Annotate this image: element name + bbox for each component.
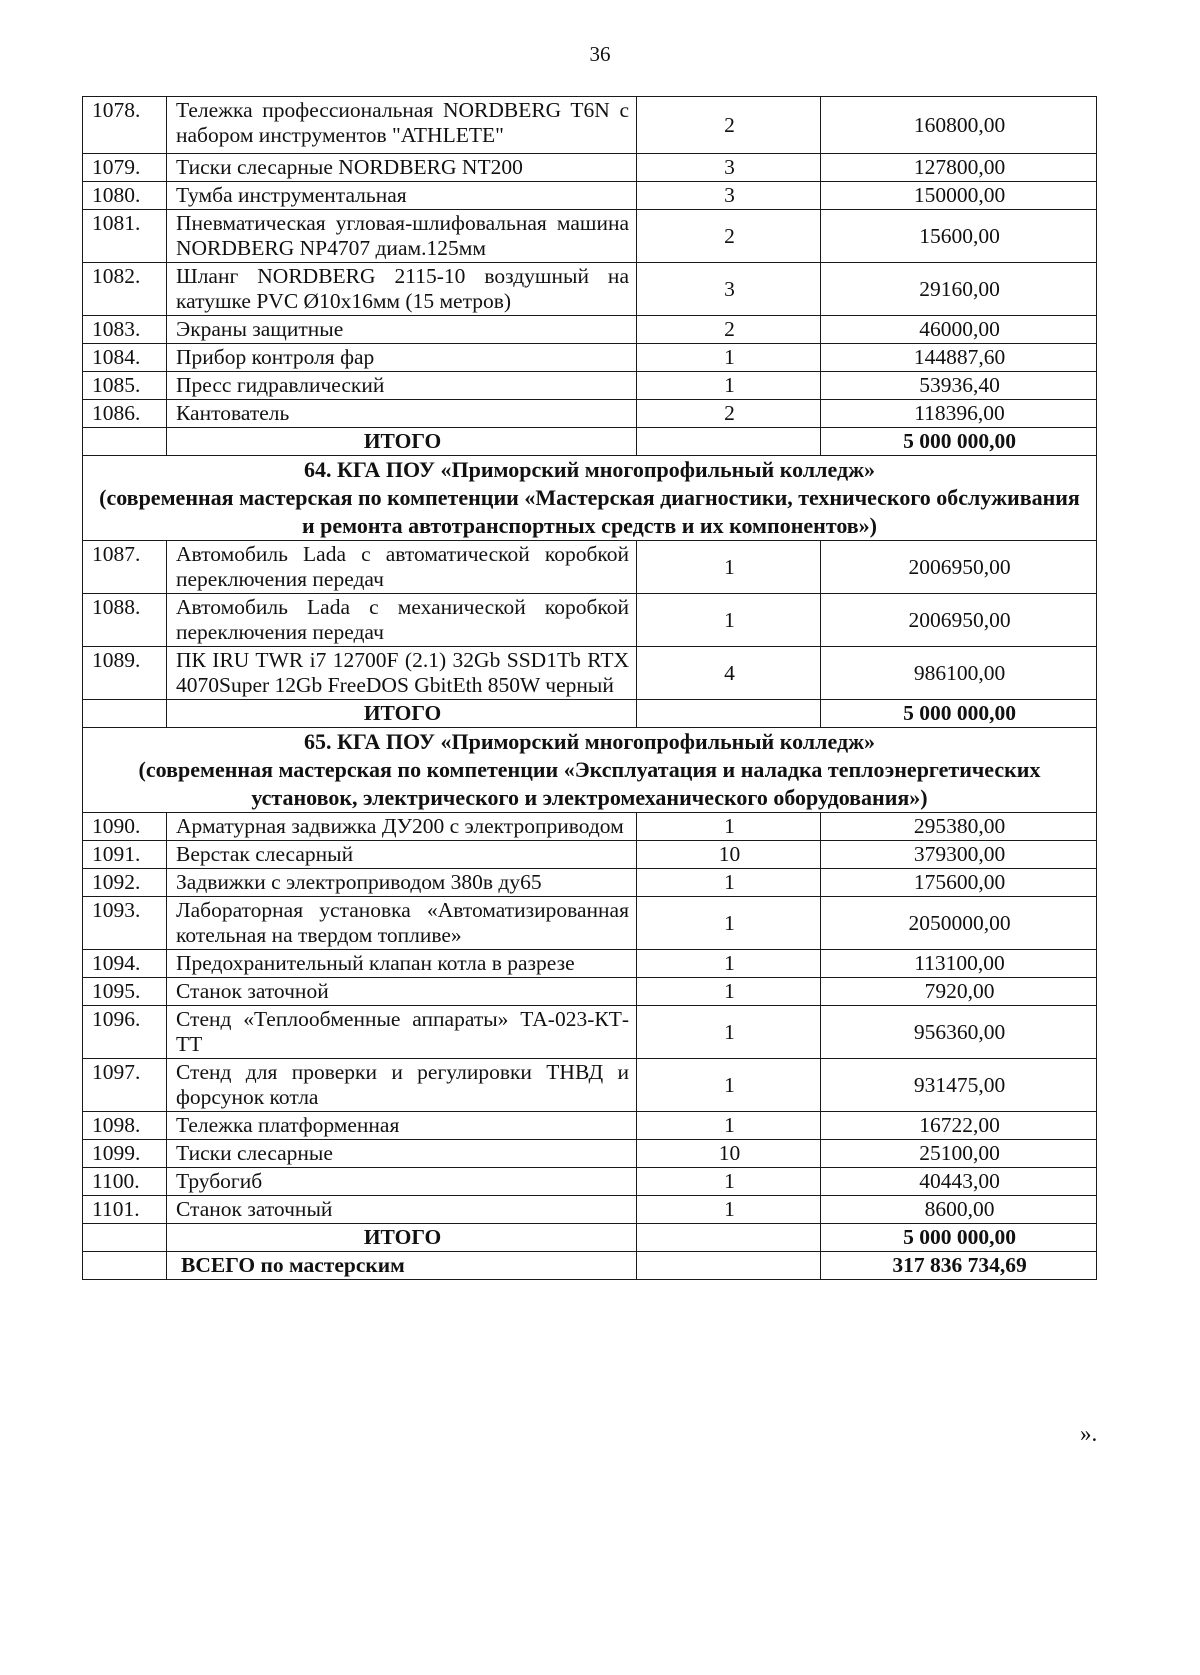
item-quantity: 1 bbox=[637, 1059, 821, 1112]
row-number: 1084. bbox=[83, 344, 167, 372]
item-sum: 8600,00 bbox=[821, 1196, 1097, 1224]
table-row bbox=[83, 541, 1097, 594]
item-sum: 986100,00 bbox=[821, 647, 1097, 700]
row-number: 1101. bbox=[83, 1196, 167, 1224]
item-name: Автомобиль Lada с автоматической коробкой переключения передач bbox=[167, 541, 637, 594]
total-sum: 5 000 000,00 bbox=[821, 428, 1097, 456]
empty-cell bbox=[83, 1224, 167, 1252]
table-row bbox=[83, 97, 1097, 154]
total-row bbox=[83, 1224, 1097, 1252]
item-name: Трубогиб bbox=[167, 1168, 637, 1196]
item-name: Шланг NORDBERG 2115-10 воздушный на катушке PVC Ø10x16мм (15 метров) bbox=[167, 263, 637, 316]
row-number: 1093. bbox=[83, 897, 167, 950]
empty-cell bbox=[83, 700, 167, 728]
item-name: Тележка профессиональная NORDBERG T6N с набором инструментов "ATHLETE" bbox=[167, 97, 637, 154]
item-quantity: 4 bbox=[637, 647, 821, 700]
table-row bbox=[83, 1140, 1097, 1168]
item-sum: 46000,00 bbox=[821, 316, 1097, 344]
item-name: Лабораторная установка «Автоматизированная котельная на твердом топливе» bbox=[167, 897, 637, 950]
row-number: 1099. bbox=[83, 1140, 167, 1168]
item-quantity: 3 bbox=[637, 263, 821, 316]
row-number: 1081. bbox=[83, 210, 167, 263]
table-row bbox=[83, 182, 1097, 210]
total-row bbox=[83, 700, 1097, 728]
item-sum: 15600,00 bbox=[821, 210, 1097, 263]
row-number: 1083. bbox=[83, 316, 167, 344]
row-number: 1098. bbox=[83, 1112, 167, 1140]
item-name: Арматурная задвижка ДУ200 с электроприводом bbox=[167, 813, 637, 841]
item-quantity: 10 bbox=[637, 1140, 821, 1168]
table-row bbox=[83, 154, 1097, 182]
item-name: Тележка платформенная bbox=[167, 1112, 637, 1140]
item-name: Пресс гидравлический bbox=[167, 372, 637, 400]
row-number: 1078. bbox=[83, 97, 167, 154]
item-quantity: 1 bbox=[637, 950, 821, 978]
equipment-table bbox=[82, 96, 1097, 1280]
table-row bbox=[83, 841, 1097, 869]
row-number: 1089. bbox=[83, 647, 167, 700]
row-number: 1092. bbox=[83, 869, 167, 897]
item-name: Тиски слесарные bbox=[167, 1140, 637, 1168]
table-row bbox=[83, 1006, 1097, 1059]
total-label: ИТОГО bbox=[167, 428, 637, 456]
item-quantity: 2 bbox=[637, 400, 821, 428]
row-number: 1095. bbox=[83, 978, 167, 1006]
row-number: 1085. bbox=[83, 372, 167, 400]
item-sum: 160800,00 bbox=[821, 97, 1097, 154]
row-number: 1082. bbox=[83, 263, 167, 316]
table-row bbox=[83, 647, 1097, 700]
row-number: 1096. bbox=[83, 1006, 167, 1059]
item-name: Станок заточной bbox=[167, 978, 637, 1006]
row-number: 1100. bbox=[83, 1168, 167, 1196]
item-sum: 113100,00 bbox=[821, 950, 1097, 978]
empty-cell bbox=[83, 428, 167, 456]
row-number: 1079. bbox=[83, 154, 167, 182]
total-label: ИТОГО bbox=[167, 1224, 637, 1252]
row-number: 1080. bbox=[83, 182, 167, 210]
item-quantity: 1 bbox=[637, 1112, 821, 1140]
item-sum: 2050000,00 bbox=[821, 897, 1097, 950]
item-quantity: 3 bbox=[637, 182, 821, 210]
grand-total-row bbox=[83, 1252, 1097, 1280]
closing-quote-mark: ». bbox=[1080, 1421, 1098, 1446]
section-title: 64. КГА ПОУ «Приморский многопрофильный колледж» bbox=[303, 457, 876, 482]
total-row bbox=[83, 428, 1097, 456]
table-row bbox=[83, 1168, 1097, 1196]
item-name: Прибор контроля фар bbox=[167, 344, 637, 372]
item-name: Кантователь bbox=[167, 400, 637, 428]
table-row bbox=[83, 263, 1097, 316]
section-subtitle: (современная мастерская по компетенции «Мастерская диагностики, технического обслуживания и ремонта автотранспортных средств и их компонентов») bbox=[99, 485, 1080, 538]
table-row bbox=[83, 950, 1097, 978]
item-quantity: 10 bbox=[637, 841, 821, 869]
section-header-cell bbox=[83, 728, 1097, 813]
item-sum: 2006950,00 bbox=[821, 594, 1097, 647]
total-sum: 5 000 000,00 bbox=[821, 700, 1097, 728]
table-row bbox=[83, 1196, 1097, 1224]
item-quantity: 1 bbox=[637, 869, 821, 897]
item-sum: 150000,00 bbox=[821, 182, 1097, 210]
section-subtitle: (современная мастерская по компетенции «Эксплуатация и наладка теплоэнергетических установок, электрического и электромеханического оборудования») bbox=[138, 757, 1041, 810]
item-name: Верстак слесарный bbox=[167, 841, 637, 869]
item-sum: 118396,00 bbox=[821, 400, 1097, 428]
empty-cell bbox=[637, 700, 821, 728]
item-quantity: 2 bbox=[637, 97, 821, 154]
item-name: Предохранительный клапан котла в разрезе bbox=[167, 950, 637, 978]
table-row bbox=[83, 400, 1097, 428]
row-number: 1090. bbox=[83, 813, 167, 841]
item-sum: 956360,00 bbox=[821, 1006, 1097, 1059]
item-quantity: 1 bbox=[637, 897, 821, 950]
table-body bbox=[83, 97, 1097, 1280]
section-header-cell bbox=[83, 456, 1097, 541]
section-title: 65. КГА ПОУ «Приморский многопрофильный колледж» bbox=[303, 729, 876, 754]
item-name: Пневматическая угловая-шлифовальная машина NORDBERG NP4707 диам.125мм bbox=[167, 210, 637, 263]
table-row bbox=[83, 813, 1097, 841]
item-name: Стенд для проверки и регулировки ТНВД и форсунок котла bbox=[167, 1059, 637, 1112]
row-number: 1087. bbox=[83, 541, 167, 594]
item-sum: 16722,00 bbox=[821, 1112, 1097, 1140]
item-quantity: 1 bbox=[637, 594, 821, 647]
item-quantity: 1 bbox=[637, 1168, 821, 1196]
item-name: Экраны защитные bbox=[167, 316, 637, 344]
row-number: 1091. bbox=[83, 841, 167, 869]
item-sum: 25100,00 bbox=[821, 1140, 1097, 1168]
table-row bbox=[83, 316, 1097, 344]
row-number: 1094. bbox=[83, 950, 167, 978]
table-row bbox=[83, 978, 1097, 1006]
item-name: ПК IRU TWR i7 12700F (2.1) 32Gb SSD1Tb RTX 4070Super 12Gb FreeDOS GbitEth 850W черный bbox=[167, 647, 637, 700]
item-sum: 7920,00 bbox=[821, 978, 1097, 1006]
empty-cell bbox=[637, 1252, 821, 1280]
table-row bbox=[83, 869, 1097, 897]
item-sum: 931475,00 bbox=[821, 1059, 1097, 1112]
table-row bbox=[83, 344, 1097, 372]
item-quantity: 3 bbox=[637, 154, 821, 182]
item-quantity: 1 bbox=[637, 344, 821, 372]
item-sum: 379300,00 bbox=[821, 841, 1097, 869]
item-quantity: 1 bbox=[637, 1196, 821, 1224]
grand-total-label: ВСЕГО по мастерским bbox=[167, 1252, 637, 1280]
table-row bbox=[83, 372, 1097, 400]
table-row bbox=[83, 1112, 1097, 1140]
item-quantity: 1 bbox=[637, 978, 821, 1006]
item-name: Тумба инструментальная bbox=[167, 182, 637, 210]
item-sum: 29160,00 bbox=[821, 263, 1097, 316]
item-sum: 144887,60 bbox=[821, 344, 1097, 372]
table-row bbox=[83, 210, 1097, 263]
empty-cell bbox=[637, 428, 821, 456]
item-quantity: 1 bbox=[637, 372, 821, 400]
item-quantity: 1 bbox=[637, 1006, 821, 1059]
item-name: Задвижки с электроприводом 380в ду65 bbox=[167, 869, 637, 897]
item-sum: 127800,00 bbox=[821, 154, 1097, 182]
page-number: 36 bbox=[589, 42, 611, 66]
table-row bbox=[83, 594, 1097, 647]
empty-cell bbox=[83, 1252, 167, 1280]
empty-cell bbox=[637, 1224, 821, 1252]
table-row bbox=[83, 897, 1097, 950]
row-number: 1088. bbox=[83, 594, 167, 647]
item-quantity: 1 bbox=[637, 541, 821, 594]
item-name: Станок заточный bbox=[167, 1196, 637, 1224]
item-quantity: 1 bbox=[637, 813, 821, 841]
item-name: Автомобиль Lada с механической коробкой переключения передач bbox=[167, 594, 637, 647]
row-number: 1086. bbox=[83, 400, 167, 428]
item-sum: 175600,00 bbox=[821, 869, 1097, 897]
item-name: Тиски слесарные NORDBERG NT200 bbox=[167, 154, 637, 182]
item-quantity: 2 bbox=[637, 316, 821, 344]
row-number: 1097. bbox=[83, 1059, 167, 1112]
item-sum: 295380,00 bbox=[821, 813, 1097, 841]
section-header bbox=[83, 456, 1097, 541]
grand-total-sum: 317 836 734,69 bbox=[821, 1252, 1097, 1280]
item-sum: 40443,00 bbox=[821, 1168, 1097, 1196]
item-name: Стенд «Теплообменные аппараты» ТА-023-КТ-ТТ bbox=[167, 1006, 637, 1059]
section-header bbox=[83, 728, 1097, 813]
total-sum: 5 000 000,00 bbox=[821, 1224, 1097, 1252]
item-sum: 53936,40 bbox=[821, 372, 1097, 400]
item-sum: 2006950,00 bbox=[821, 541, 1097, 594]
table-row bbox=[83, 1059, 1097, 1112]
total-label: ИТОГО bbox=[167, 700, 637, 728]
item-quantity: 2 bbox=[637, 210, 821, 263]
